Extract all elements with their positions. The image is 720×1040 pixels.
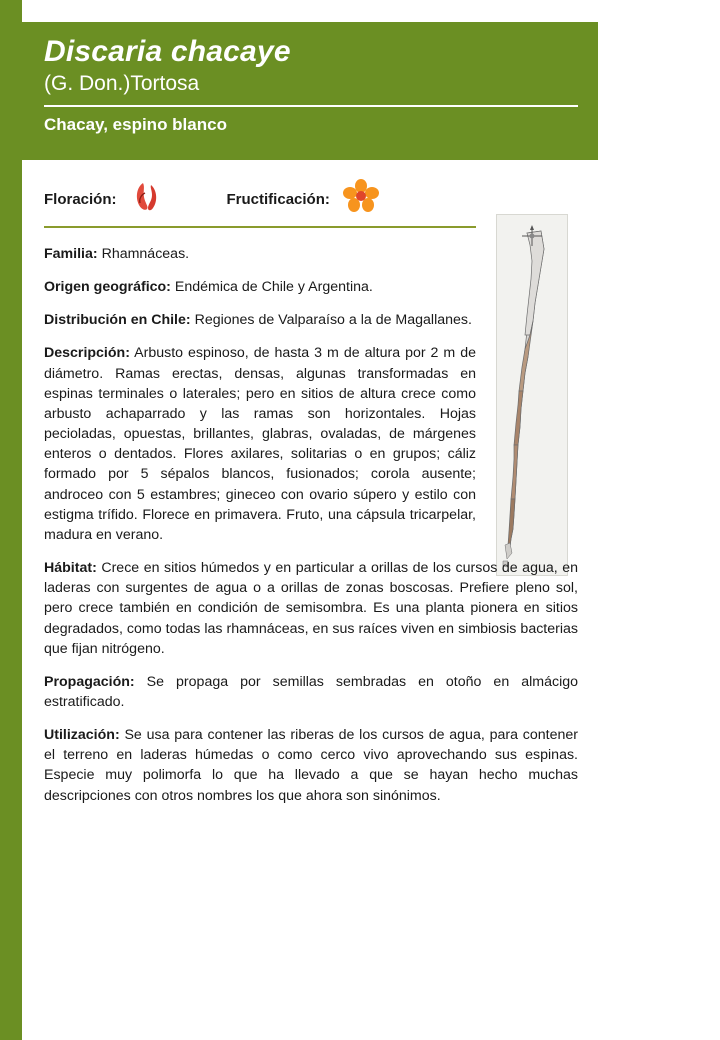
page-number: 136 (24, 991, 46, 1006)
phenology-row (44, 176, 578, 222)
field-distribucion (44, 310, 476, 330)
phenology-divider (44, 226, 476, 228)
field-value: Endémica de Chile y Argentina. (170, 279, 373, 296)
fruit-flower-icon (340, 178, 382, 221)
field-value: Crece en sitios húmedos y en particular a orillas de los cursos de agua, en laderas con surgentes de agua o a orillas de zonas boscosas. Prefiere pleno sol, pero crece también en condición de semisombra. Es una planta pionera en sitios degradados, como todas las rhamnáceas, en sus raíces viven en simbiosis bacterias que fijan nitrógeno. (44, 560, 578, 657)
photo-column (598, 0, 720, 1040)
field-label: Utilización: (44, 727, 120, 744)
authority-citation: (G. Don.)Tortosa (44, 71, 200, 95)
field-value: Arbusto espinoso, de hasta 3 m de altura por 2 m de diámetro. Ramas erectas, densas, algunas transformadas en espinas terminales o laterales; pero en sitios de altura crece como arbusto achaparrado y las ramas son horizontales. Hojas pecioladas, opuestas, brillantes, glabras, ovaladas, de márgenes enteros o dentados. Flores axilares, solitarias o en grupos; cáliz formado por 5 sépalos blancos, fusionados; corola ausente; androceo con 5 estambres; gineceo con ovario súpero y estilo con estigma trífido. Florece en primavera. Fruto, una cápsula tricarpelar, madura en verano. (44, 345, 476, 543)
field-propagacion (44, 672, 578, 712)
field-value: Se propaga por semillas sembradas en otoño en almácigo estratificado. (44, 673, 578, 710)
field-familia (44, 244, 476, 264)
field-label: Distribución en Chile: (44, 312, 191, 329)
field-label: Origen geográfico: (44, 279, 171, 296)
species-content (22, 160, 598, 1040)
short-fields (44, 244, 476, 545)
field-utilizacion (44, 725, 578, 806)
field-descripcion (44, 343, 476, 545)
field-habitat (44, 558, 578, 659)
long-fields (44, 558, 578, 806)
common-names: Chacay, espino blanco (44, 114, 227, 134)
species-header (22, 22, 598, 160)
flower-bud-icon (127, 179, 165, 220)
page-title: Discaria chacaye (44, 35, 291, 68)
fruiting-label: Fructificación: (226, 190, 330, 208)
header-divider (44, 105, 578, 107)
field-label: Descripción: (44, 345, 130, 362)
field-value: Se usa para contener las riberas de los cursos de agua, para contener el terreno en laderas húmedas o como cerco vivo aprovechando sus espinas. Especie muy polimorfa lo que ha llevado a que se hayan hecho muchas descripciones con otros nombres los que ahora son sinónimos. (44, 727, 578, 804)
field-value: Rhamnáceas. (97, 246, 190, 262)
field-label: Familia: (44, 246, 98, 262)
field-label: Hábitat: (44, 560, 97, 577)
field-origen (44, 277, 476, 297)
flowering-label: Floración: (44, 190, 117, 208)
field-label: Propagación: (44, 673, 135, 690)
field-value: Regiones de Valparaíso a la de Magallanes. (190, 312, 472, 329)
left-green-bar (0, 0, 22, 1040)
